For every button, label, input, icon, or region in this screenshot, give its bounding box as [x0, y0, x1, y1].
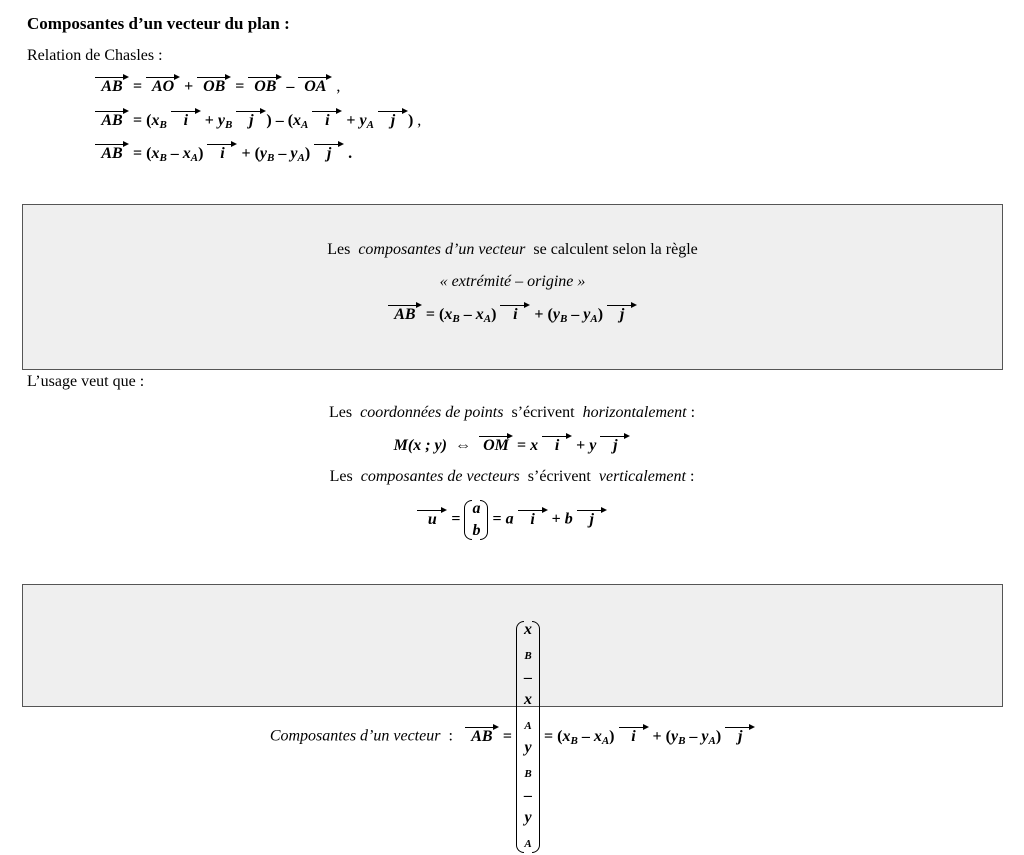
- vector-AB: AB: [95, 145, 129, 163]
- minus-sign: –: [571, 306, 580, 323]
- subscript-A: A: [366, 119, 374, 131]
- usage-emphasis: verticalement: [598, 468, 686, 485]
- equals-sign: =: [425, 306, 436, 323]
- column-vector-ab: [464, 498, 488, 542]
- minus-sign: –: [278, 145, 287, 162]
- equals-sign: =: [544, 727, 554, 745]
- rule-text: se calculent selon la règle: [533, 241, 698, 258]
- vector-j: j: [600, 437, 630, 455]
- equals-sign: =: [516, 437, 527, 454]
- subscript-B: B: [570, 734, 578, 747]
- subscript-B: B: [225, 119, 233, 131]
- minus-sign: –: [286, 78, 295, 95]
- coord-xB: x: [151, 145, 160, 162]
- vector-j: j: [725, 728, 755, 746]
- subscript-A: A: [297, 152, 305, 164]
- coord-xA: x: [182, 145, 191, 162]
- summary-formula: Composantes d’un vecteur : AB = x $_B$ – x $_A$ y $_B$ – y $_A$ = $(x_B - x_A) i + (y_B - y_A)$ j: [23, 619, 1002, 855]
- page-title: Composantes d’un vecteur du plan :: [27, 14, 290, 33]
- rule-box: [22, 204, 1003, 370]
- point-M: M: [393, 437, 408, 454]
- vector-u: u: [417, 511, 447, 529]
- vector-OB: OB: [197, 78, 231, 96]
- subscript-A: A: [190, 152, 199, 164]
- coord-xA: x: [593, 727, 602, 745]
- vector-AO: AO: [146, 78, 180, 96]
- plus-sign: +: [534, 306, 544, 323]
- coord-xB: x: [444, 306, 453, 323]
- plus-sign: +: [576, 437, 586, 454]
- usage-emphasis: composantes de vecteurs: [360, 468, 520, 485]
- vector-j: j: [314, 145, 344, 163]
- usage-points-line: [0, 404, 1024, 422]
- coord-xB: x: [562, 727, 571, 745]
- vector-AB: AB: [388, 306, 422, 324]
- usage-intro: L’usage veut que :: [27, 373, 145, 390]
- vector-i: i: [500, 306, 530, 324]
- equals-sign: =: [502, 727, 513, 745]
- plus-sign: +: [241, 145, 251, 162]
- chasles-eq-2: AB = ($x_B$ $i + y_B$ j ) – ($x_A$ $i + y_A$ j ) ,: [95, 112, 421, 131]
- coord-yB: y: [259, 145, 268, 162]
- coord-xA: x: [293, 112, 302, 129]
- vector-i: i: [518, 511, 548, 529]
- column-vector-AB: [516, 619, 540, 855]
- rule-emphasis: composantes d’un vecteur: [358, 241, 526, 258]
- coord-b: b: [472, 522, 481, 539]
- vector-i: i: [312, 112, 342, 130]
- coord-b: b: [564, 510, 573, 528]
- vector-j: j: [236, 112, 266, 130]
- period: .: [348, 145, 353, 162]
- subscript-B: B: [678, 734, 686, 747]
- coord-x: x: [530, 437, 539, 454]
- plus-sign: +: [346, 112, 356, 129]
- coord-yA: y: [583, 306, 591, 323]
- subscript-A: A: [301, 119, 309, 131]
- coord-yA: y: [359, 112, 367, 129]
- coord-xB: x: [151, 112, 160, 129]
- coord-yA: y: [290, 145, 298, 162]
- coord-yB: y: [670, 727, 679, 745]
- minus-sign: –: [275, 112, 284, 129]
- equivalence-sign: ⇔: [454, 437, 471, 454]
- vector-OB: OB: [248, 78, 282, 96]
- vector-j: j: [378, 112, 408, 130]
- subscript-B: B: [452, 313, 460, 325]
- rule-text: Les: [327, 241, 351, 258]
- equals-sign: =: [133, 78, 143, 95]
- column-top: x $_B$ – x $_A$: [524, 621, 533, 732]
- chasles-eq-3: AB = $(x_B - x_A) i + (y_B - y_A)$ j .: [95, 145, 352, 164]
- usage-text: :: [689, 468, 695, 485]
- equals-sign: =: [451, 510, 461, 528]
- column-bottom: y $_B$ – y $_A$: [524, 739, 533, 850]
- usage-text: :: [690, 404, 696, 421]
- vector-i: i: [171, 112, 201, 130]
- comma: ,: [336, 78, 341, 95]
- minus-sign: –: [689, 727, 698, 745]
- coord-a: a: [472, 500, 481, 517]
- rule-formula: AB = $(x_B - x_A) i + (y_B - y_A)$ j: [23, 306, 1002, 325]
- vector-j: j: [577, 511, 607, 529]
- coord-yB: y: [217, 112, 226, 129]
- point-coords: (x ; y): [407, 437, 447, 454]
- summary-label: Composantes d’un vecteur: [269, 727, 441, 745]
- comma: ,: [417, 112, 422, 129]
- vector-AB: AB: [465, 728, 499, 746]
- coord-yB: y: [552, 306, 560, 323]
- subscript-A: A: [708, 734, 716, 747]
- equals-sign: =: [133, 112, 143, 129]
- coord-xA: x: [475, 306, 484, 323]
- vector-i: i: [207, 145, 237, 163]
- vector-OM: OM: [479, 437, 513, 455]
- vector-i: i: [542, 437, 572, 455]
- minus-sign: –: [581, 727, 590, 745]
- usage-emphasis: coordonnées de points: [360, 404, 504, 421]
- chasles-label: Relation de Chasles :: [27, 47, 163, 64]
- plus-sign: +: [652, 727, 662, 745]
- vector-column-formula: [0, 498, 1024, 542]
- plus-sign: +: [551, 510, 561, 528]
- plus-sign: +: [184, 78, 194, 95]
- vector-AB: AB: [95, 112, 129, 130]
- vector-AB: AB: [95, 78, 129, 96]
- usage-text: Les: [328, 404, 353, 421]
- minus-sign: –: [463, 306, 472, 323]
- usage-text: s’écrivent: [511, 404, 575, 421]
- subscript-B: B: [267, 152, 275, 164]
- chasles-eq-1: [95, 78, 340, 96]
- summary-box: [22, 584, 1003, 850]
- subscript-A: A: [483, 313, 492, 325]
- vector-OA: OA: [298, 78, 332, 96]
- summary-colon: :: [448, 727, 453, 745]
- coord-y: y: [589, 437, 597, 454]
- vector-j: j: [607, 306, 637, 324]
- coord-yA: y: [701, 727, 709, 745]
- subscript-B: B: [559, 313, 568, 325]
- subscript-A: A: [601, 734, 610, 747]
- usage-emphasis: horizontalement: [582, 404, 687, 421]
- point-formula: [0, 437, 1024, 455]
- usage-text: Les: [329, 468, 353, 485]
- subscript-B: B: [159, 152, 167, 164]
- subscript-B: B: [159, 119, 167, 131]
- usage-text: s’écrivent: [527, 468, 591, 485]
- vector-i: i: [619, 728, 649, 746]
- rule-line-1: [23, 241, 1002, 259]
- coord-a: a: [505, 510, 514, 528]
- usage-vectors-line: [0, 468, 1024, 486]
- subscript-A: A: [590, 313, 598, 325]
- plus-sign: +: [204, 112, 214, 129]
- minus-sign: –: [170, 145, 179, 162]
- rule-line-2: « extrémité – origine »: [439, 273, 586, 290]
- equals-sign: =: [492, 510, 502, 528]
- equals-sign: =: [235, 78, 245, 95]
- equals-sign: =: [133, 145, 143, 162]
